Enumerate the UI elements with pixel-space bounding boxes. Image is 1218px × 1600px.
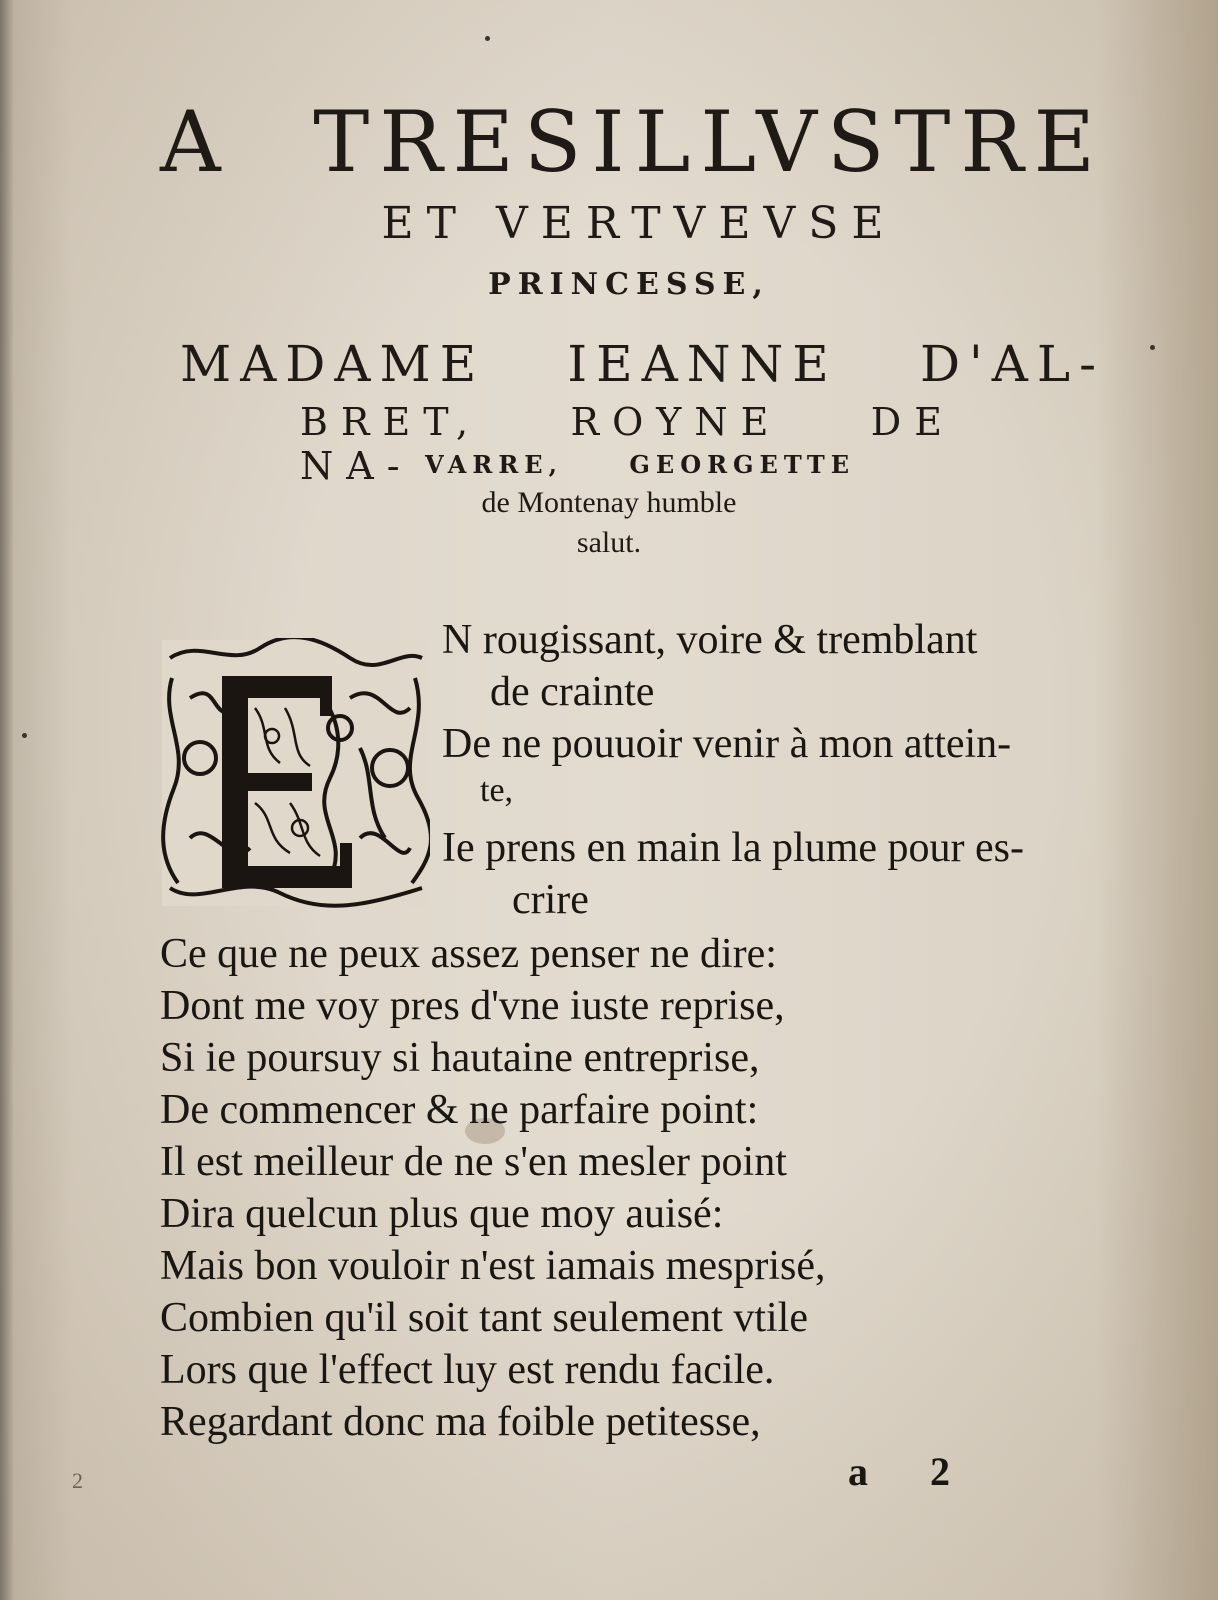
text-line: Lors que l'effect luy est rendu facile. [160,1347,775,1393]
print-dot [485,36,490,41]
margin-note: 2 [72,1468,83,1493]
heading-line-3: PRINCESSE, [488,267,770,302]
text-line: N rougissant, voire & tremblant [442,617,978,663]
text-line: te, [480,772,514,809]
heading-line-1: A TRESILLVSTRE [160,93,1105,191]
heading-line-4: MADAME IEANNE D'AL- [180,335,1105,393]
decorated-initial-e [160,638,430,908]
text-line: Mais bon vouloir n'est iamais mesprisé, [160,1243,826,1289]
text-line: de crainte [490,669,655,715]
text-line: Dont me voy pres d'vne iuste reprise, [160,983,785,1029]
heading-line-5: BRET, ROYNE DE NA- [300,400,955,488]
heading-line-2: ET VERTVEVSE [381,198,897,249]
text-line: crire [512,877,589,923]
print-dot [22,733,27,738]
text-line: Ie prens en main la plume pour es- [442,825,1024,871]
text-line: De ne pouuoir venir à mon attein- [442,721,1012,767]
text-line: De commencer & ne parfaire point: [160,1087,759,1133]
text-line: Combien qu'il soit tant seulement vtile [160,1295,808,1341]
text-line: Regardant donc ma foible petitesse, [160,1399,761,1445]
text-line: Il est meilleur de ne s'en mesler point [160,1139,787,1185]
print-dot [1150,345,1155,350]
text-line: Si ie poursuy si hautaine entreprise, [160,1035,760,1081]
heading-line-8: salut. [576,526,642,559]
page-edge-shadow [0,0,14,1600]
text-line: Dira quelcun plus que moy auisé: [160,1191,724,1237]
heading-line-7: de Montenay humble [481,486,737,519]
text-line: Ce que ne peux assez penser ne dire: [160,931,777,977]
signature-mark: a 2 [848,1449,976,1494]
heading-line-6: VARRE, GEORGETTE [425,450,855,479]
